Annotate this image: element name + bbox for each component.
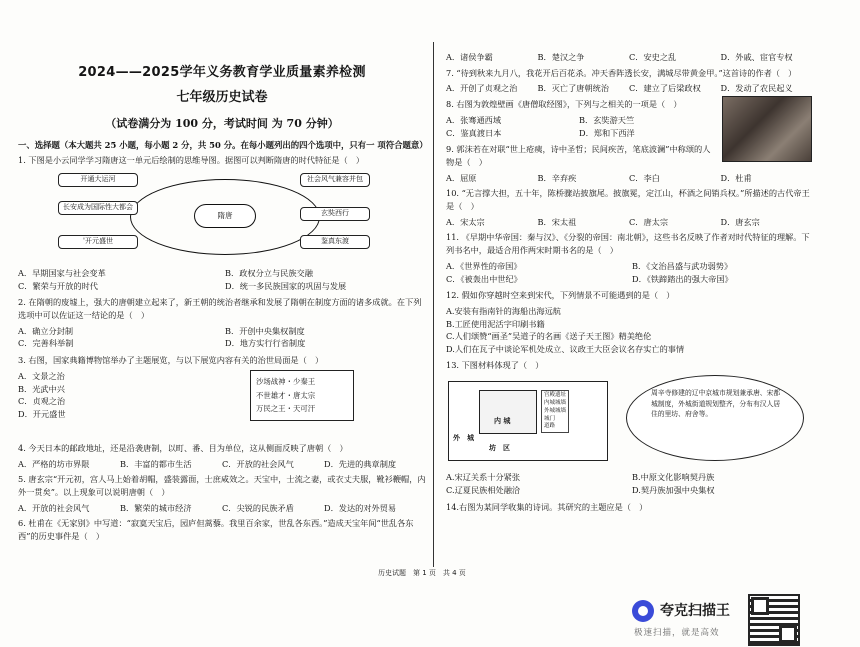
legend-item: 宫殿遗址	[544, 392, 567, 399]
option: D．开元盛世	[18, 408, 66, 419]
option: A．宋太宗	[446, 216, 485, 227]
city-map-figure	[446, 375, 812, 467]
scanner-logo-icon	[632, 600, 654, 622]
option: C．开放的社会风气	[222, 458, 294, 469]
option: D．郑和下西洋	[579, 127, 635, 138]
question-stem: 11. 《早期中华帝国：秦与汉》、《分裂的帝国：南北朝》，这些书名反映了作者对时代特征的理解。下列书名中，最适合用作两宋时期书名的是（ ）	[446, 232, 810, 256]
options	[446, 51, 812, 64]
option: B.工匠使用泥活字印刷书籍	[446, 318, 545, 329]
exhibition-box	[250, 370, 354, 421]
option: B．楚汉之争	[537, 52, 585, 62]
option: B.中原文化影响契丹族	[632, 472, 715, 483]
options	[446, 260, 812, 285]
mind-map-node: 鉴真东渡	[300, 235, 370, 249]
option: B．灭亡了唐朝统治	[537, 83, 610, 94]
scanner-slogan: 极速扫描，就是高效	[634, 628, 720, 638]
speech-bubble	[626, 375, 804, 461]
options	[18, 325, 426, 350]
option: A．《世界性的帝国》	[446, 260, 522, 271]
option: C．唐太宗	[629, 216, 669, 227]
option: B．宋太祖	[537, 216, 577, 227]
option: C．完善科举制	[18, 338, 74, 349]
section-heading: 一、选择题（本大题共 25 小题，每小题 2 分，共 50 分。在每小题列出的四个选项中，只有一 项符合题意）	[18, 140, 428, 150]
bubble-text: 周辛寺修建的辽中京城市规划兼承唐、宋都城制度，外城街道规划整齐，分布有汉人居住的里坊、府舍等。	[651, 389, 781, 418]
option: C．建立了后梁政权	[629, 83, 701, 94]
option: B．光武中兴	[18, 383, 65, 394]
map-legend	[541, 390, 569, 432]
option: B．政权分立与民族交融	[225, 267, 313, 278]
option: D．先进的典章制度	[324, 458, 397, 469]
legend-item: 外城城墙	[544, 407, 567, 414]
option: A．开放的社会风气	[18, 502, 90, 513]
question-stem: 13. 下图材料体现了（ ）	[446, 359, 544, 370]
option: D.契丹族加强中央集权	[632, 485, 715, 496]
options	[446, 172, 812, 185]
mind-map-node: 长安成为国际性大都会	[58, 201, 138, 215]
exam-title: 2024——2025学年义务教育学业质量素养检测	[78, 65, 366, 80]
options	[446, 114, 706, 139]
exhibition-line: 万民之王・天可汗	[256, 404, 316, 414]
option: A．诸侯争霸	[446, 52, 493, 62]
option: D．杜甫	[720, 172, 752, 183]
question-3-block	[18, 370, 426, 442]
option: A．屈原	[446, 172, 477, 183]
exam-subtitle: 七年级历史试卷	[176, 90, 268, 105]
option: D.人们在瓦子中谈论军机处成立、议政王大臣会议名存实亡的事情	[446, 344, 685, 355]
inner-city-wall	[479, 390, 537, 434]
exhibition-line: 沙场战神・少秦王	[256, 376, 316, 386]
mind-map-node: 社会风气兼容并包	[300, 173, 370, 187]
option: D．统一多民族国家的巩固与发展	[225, 280, 347, 291]
option: B．繁荣的城市经济	[120, 502, 192, 513]
question-stem: 7. “待到秋来九月八，我花开后百花杀。冲天香阵透长安，满城尽带黄金甲。”这首诗的作者（ ）	[446, 67, 797, 78]
question-stem: 6. 杜甫在《无家别》中写道：“寂寞天宝后，园庐但蒿藜。我里百余家，世乱各东西。”造成天宝年间“世乱各东西”的历史事件是（ ）	[18, 518, 414, 542]
mind-map-node: '开元盛世	[58, 235, 138, 249]
option: D．外戚、宦官专权	[720, 52, 793, 62]
option: D．发达的对外贸易	[324, 502, 397, 513]
question-stem: 1. 下图是小云同学学习隋唐这一单元后绘制的思维导图。据图可以判断隋唐的时代特征是（ ）	[18, 155, 365, 166]
mind-map-node: 开通大运河	[58, 173, 138, 187]
legend-item: 内城城墙	[544, 400, 567, 407]
option: C．尖锐的民族矛盾	[222, 502, 294, 513]
scanner-watermark	[632, 598, 842, 642]
qr-code-icon[interactable]	[748, 594, 800, 646]
option: A．文景之治	[18, 370, 65, 381]
mind-map	[18, 171, 426, 261]
scanner-brand: 夸克扫描王	[660, 603, 730, 619]
question-stem: 12. 假如你穿越时空来到宋代，下列情景不可能遇到的是（ ）	[446, 290, 675, 301]
dunhuang-mural-image	[722, 96, 812, 162]
question-stem: 10. “无言撑大担，五十年，陈桥骤站披旗尾。披旗冕，定江山，杯酒之间销兵权。”所描述的古代帝王是（ ）	[446, 188, 810, 212]
option: D．《铁蹄踏出的强大帝国》	[632, 273, 733, 284]
exhibition-line: 不世雄才・唐太宗	[256, 390, 316, 400]
question-stem: 8. 右图为敦煌壁画《唐僧取经图》，下列与之相关的一项是（ ）	[446, 99, 682, 110]
option: C．《被轰出中世纪》	[446, 273, 522, 284]
options	[18, 370, 426, 421]
option: D．地方实行行省制度	[225, 338, 306, 349]
options	[446, 82, 812, 95]
options	[446, 471, 812, 496]
question-stem: 14.右图为某同学收集的诗词。其研究的主题应是（ ）	[446, 501, 648, 512]
option: C．繁荣与开放的时代	[18, 280, 98, 291]
option: B．丰富的都市生活	[120, 458, 192, 469]
option: C．鉴真渡日本	[446, 127, 502, 138]
option: A．确立分封制	[18, 325, 74, 336]
outer-city-wall	[448, 381, 608, 461]
option: A.宋辽关系十分紧张	[446, 472, 521, 483]
exam-info: （试卷满分为 100 分，考试时间 为 70 分钟）	[105, 117, 339, 130]
legend-item: 城门	[544, 415, 556, 422]
ward-label: 坊 区	[489, 443, 510, 453]
options	[18, 458, 426, 471]
options	[446, 216, 812, 229]
question-stem: 5. 唐玄宗“开元初，宫人马上始着胡帽，盛装露面，士庶咸效之。天宝中，士流之妻，或衣丈夫服，靴衫鞭帽，内外一贯矣”。以上现象可以说明唐朝（ ）	[18, 474, 426, 497]
options	[18, 267, 426, 292]
mind-map-node: 玄奘西行	[300, 207, 370, 221]
mind-map-center: 隋唐	[194, 204, 256, 228]
left-column	[18, 48, 426, 546]
inner-city-label: 内 城	[494, 416, 511, 426]
option: B．辛弃疾	[537, 172, 577, 183]
question-stem: 4. 今天日本的邮政地址，还是沿袭唐制，以町、番、目为单位，这从侧面反映了唐朝（ ）	[18, 442, 348, 453]
option: C．贞观之治	[18, 396, 66, 407]
option: C．安史之乱	[629, 52, 677, 62]
option: B．玄奘游天竺	[579, 114, 635, 125]
legend-item: 道路	[544, 423, 556, 430]
option: C．李白	[629, 172, 660, 183]
option: B．《文治昌盛与武功弱势》	[632, 260, 733, 271]
option: A．张骞通西域	[446, 114, 502, 125]
outer-city-label: 外 城	[453, 433, 474, 443]
option: A．严格的坊市界限	[18, 458, 90, 469]
question-stem: 3. 右图，国家典籍博物馆举办了主题展览，与以下展览内容有关的治世局面是（ ）	[18, 355, 324, 366]
option: A．开创了贞观之治	[446, 83, 518, 94]
option: A．早期国家与社会变革	[18, 267, 106, 278]
option: D．发动了农民起义	[720, 83, 793, 94]
options	[18, 502, 426, 515]
options	[446, 305, 812, 356]
option: A.安装有指南针的海船出海远航	[446, 305, 561, 316]
page-footer: 历史试题 第 1 页 共 4 页	[378, 569, 466, 577]
option: D．唐玄宗	[720, 216, 760, 227]
question-stem: 2. 在隋朝的废墟上，强大的唐朝建立起来了，新王朝的统治者继承和发展了隋朝在制度方面的诸多成就。在下列选项中可以佐证这一结论的是（ ）	[18, 297, 422, 320]
option: B．开创中央集权制度	[225, 325, 305, 336]
column-divider	[433, 42, 434, 567]
option: C.人们颂赞“画圣”吴道子的名画《送子天王图》精美绝伦	[446, 331, 652, 342]
question-stem: 9. 郭沫若在对联“世上疮痍，诗中圣哲；民间疾苦，笔底波澜”中称颂的人物是（ ）	[446, 144, 711, 167]
option: C.辽夏民族相处融洽	[446, 485, 521, 496]
